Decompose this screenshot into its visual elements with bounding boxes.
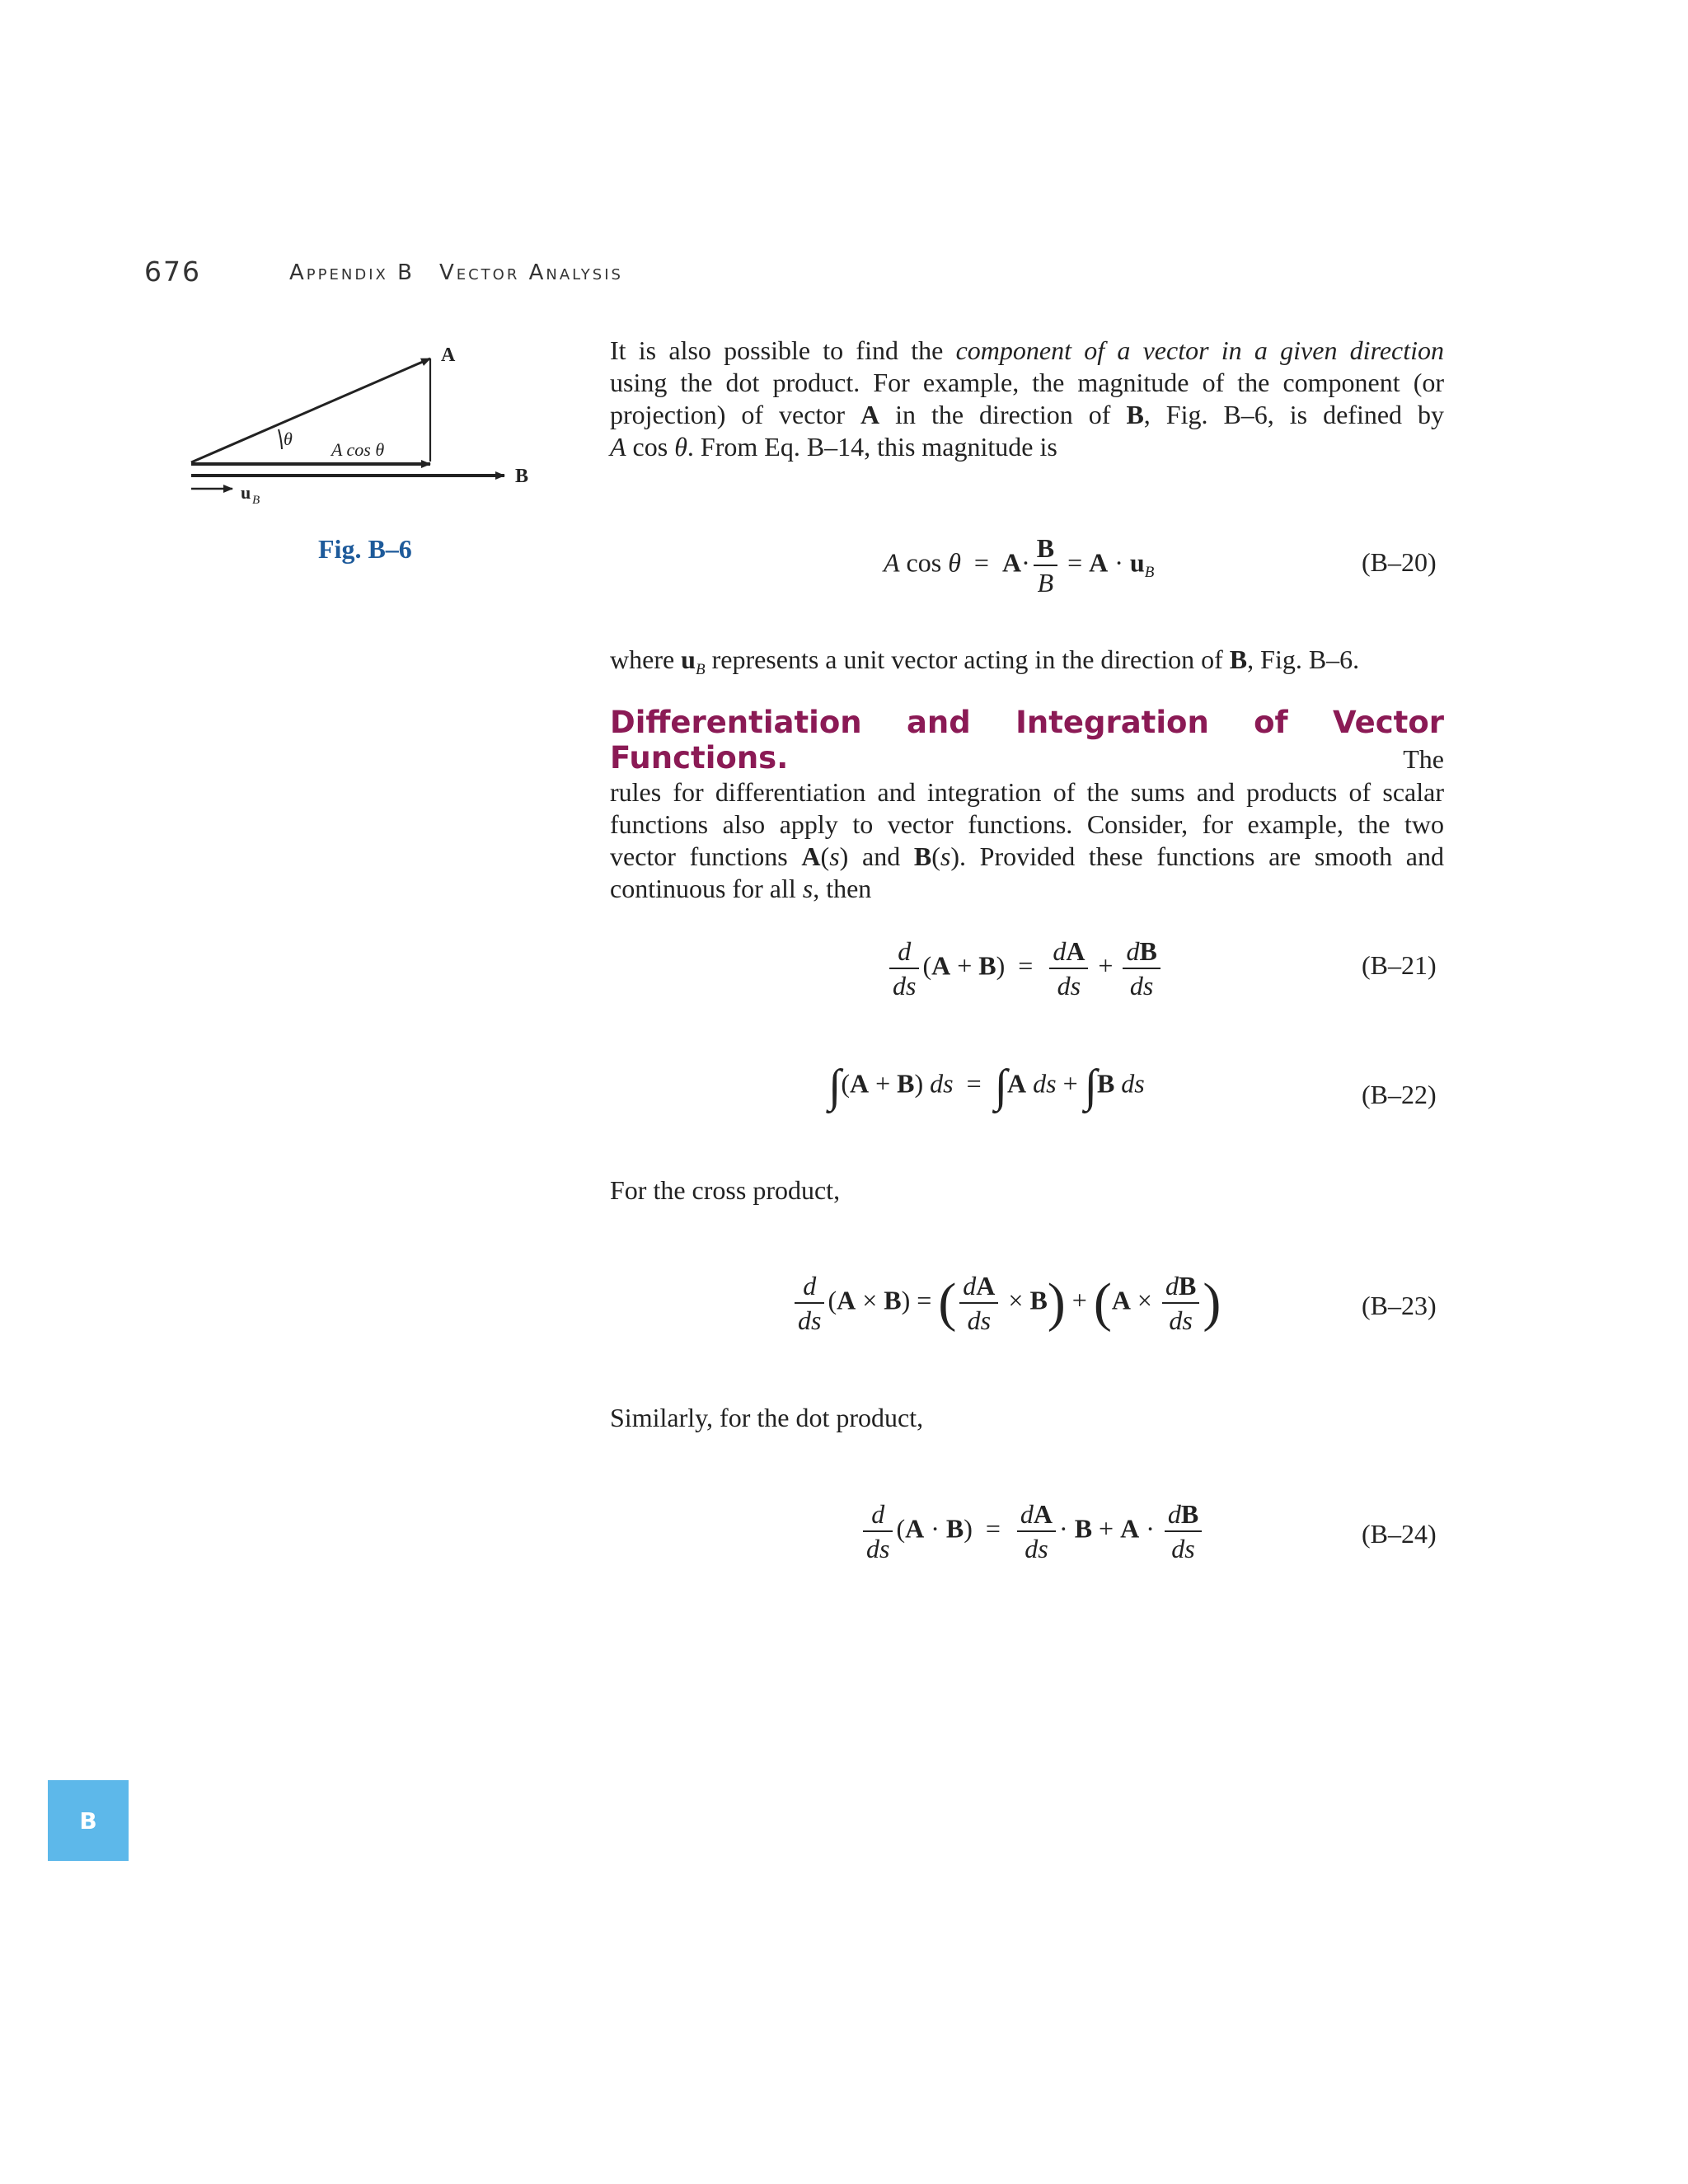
section-line-5: continuous for all s, then: [610, 874, 872, 903]
equation-number-b22: (B–22): [1362, 1080, 1437, 1109]
equation-b21: $\frac{d}{ds}$ (A + B) = $\frac{dA}{ds}$ + $\frac{dB}{ds}$: [886, 935, 1164, 1002]
running-head-title: Vector Analysis: [438, 260, 623, 285]
equation-b20: A cos θ = A· $\frac{B}{B}$ = $A \cdot u_B$: [884, 533, 1155, 598]
paragraph-unit-vector: where $u_B$ represents a unit vector acting in the direction of B, Fig. B–6.: [610, 644, 1360, 678]
equation-number-b24: (B–24): [1362, 1519, 1437, 1549]
label-vector-b: B: [515, 466, 529, 487]
label-unit-vector: u: [241, 482, 251, 503]
equation-number-b21: (B–21): [1362, 950, 1437, 980]
figure-caption: Fig. B–6: [318, 534, 412, 564]
cross-product-intro: For the cross product,: [610, 1175, 841, 1205]
p1-line-4: A cos θ. From Eq. B–14, this magnitude is: [610, 432, 1057, 462]
p1-line-3: projection) of vector A in the direction of B, Fig. B–6, is defined by: [610, 400, 1445, 429]
section-title: Differentiation and Integration of Vector Functions.: [610, 705, 1444, 776]
label-angle: θ: [284, 429, 293, 449]
figure-b6-diagram: [181, 334, 544, 511]
label-vector-a: A: [441, 344, 456, 366]
section-line-2: rules for differentiation and integration of the sums and products of scalar: [610, 777, 1444, 807]
equation-b24: $\frac{d}{ds}$ (A · B) = $\frac{dA}{ds}$ · B + A · $\frac{dB}{ds}$: [860, 1497, 1205, 1565]
section-line-1: Differentiation and Integration of Vector Functions. The: [610, 705, 1444, 776]
equation-b23: $\frac{d}{ds}$ (A × B) = ( $\frac{dA}{ds}$ × B) + (A × $\frac{dB}{ds}$ ): [791, 1269, 1221, 1337]
page-number: 676: [144, 255, 201, 288]
paragraph-component: [610, 335, 1444, 463]
p1-line-2: using the dot product. For example, the magnitude of the component (or: [610, 368, 1444, 397]
vector-a-arrow: [191, 359, 430, 462]
section-differentiation: [610, 705, 1444, 905]
section-line-3: functions also apply to vector functions. Consider, for example, the two: [610, 809, 1444, 839]
running-head: [289, 260, 623, 285]
angle-arc: [279, 429, 282, 449]
section-line-4: vector functions A(s) and B(s). Provided these functions are smooth and: [610, 841, 1444, 871]
equation-number-b20: (B–20): [1362, 547, 1437, 577]
dot-product-intro: Similarly, for the dot product,: [610, 1403, 924, 1432]
p1-line-1: It is also possible to find the component of a vector in a given direction: [610, 335, 1445, 365]
label-projection: A cos θ: [331, 439, 385, 460]
running-head-appendix: Appendix B: [289, 260, 415, 285]
appendix-side-tab: B: [48, 1780, 129, 1861]
equation-number-b23: (B–23): [1362, 1291, 1437, 1320]
equation-b22: ∫(A + B) ds = ∫A ds + ∫B ds: [828, 1061, 1145, 1112]
label-unit-vector-sub: B: [252, 494, 260, 507]
